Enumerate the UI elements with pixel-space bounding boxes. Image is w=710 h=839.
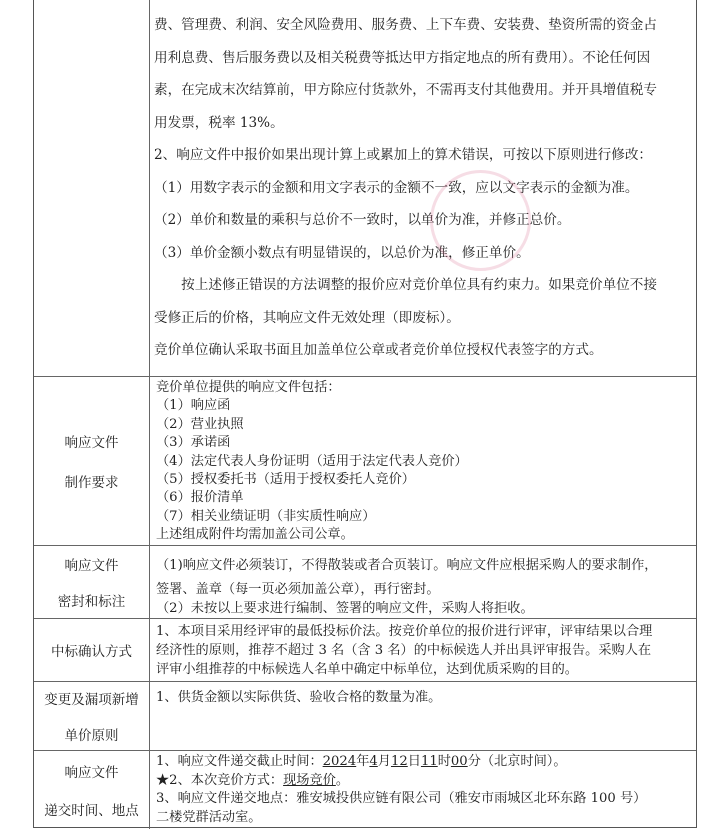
method-value: 现场竞价 [283, 772, 336, 788]
text-line: 按上述修正错误的方法调整的报价应对竞价单位具有约束力。如果竞价单位不接 [154, 277, 657, 293]
deadline-month: 4 [369, 754, 378, 769]
punct: 。 [335, 772, 350, 788]
text-line: 评审小组推荐的中标候选人名单中确定中标单位，达到优质采购的目的。 [156, 662, 578, 677]
text-line: 1、本项目采用经评审的最低投标价法。按竞价单位的报价进行评审，评审结果以合理 [156, 624, 653, 639]
row-label: 制作要求 [64, 475, 119, 491]
row-label: 密封和标注 [57, 594, 126, 610]
row-label [34, 0, 150, 376]
unit: 年 [356, 754, 370, 769]
row-label: 中标确认方式 [51, 644, 132, 660]
unit: 时 [437, 754, 451, 769]
text-line: 上述组成附件均需加盖公司公章。 [156, 527, 354, 543]
unit: 日 [407, 754, 421, 769]
unit: 月 [377, 754, 391, 769]
text-line: （1）用数字表示的金额和用文字表示的金额不一致，应以文字表示的金额为准。 [154, 179, 639, 196]
text-line: （1)响应文件必须装订，不得散装或者合页装订。响应文件应根据采购人的要求制作， [156, 558, 658, 573]
row-award-method [34, 619, 696, 682]
deadline-line [156, 753, 690, 772]
text-line: （2）未按以上要求进行编制、签署的响应文件，采购人将拒收。 [156, 601, 534, 616]
text-line: （2）营业执照 [156, 416, 244, 432]
row-label: 响应文件 [64, 558, 119, 574]
row-change-principle [34, 682, 696, 751]
text-line: （4）法定代表人身份证明（适用于法定代表人竞价） [156, 453, 468, 469]
text-line: 1、供货金额以实际供货、验收合格的数量为准。 [156, 690, 442, 705]
row-document-preparation [34, 377, 696, 546]
text-line: （3）单价金额小数点有明显错误的，以总价为准，修正单价。 [154, 244, 530, 261]
text-line: 素，在完成末次结算前，甲方除应付货款外，不需再支付其他费用。并开具增值税专 [154, 82, 657, 98]
text-line: 费、管理费、利润、安全风险费用、服务费、上下车费、安装费、垫资所需的资金占 [154, 17, 657, 33]
text-line: 3、响应文件递交地点：雅安城投供应链有限公司（雅安市雨城区北环东路 100 号） [156, 791, 647, 806]
row-label: 递交时间、地点 [44, 803, 139, 819]
deadline-day: 12 [390, 754, 408, 769]
row-pricing [34, 0, 696, 377]
text-line: （6）报价清单 [156, 490, 244, 506]
text-line: （1）响应函 [156, 398, 231, 414]
requirements-table [33, 0, 697, 828]
method-line [156, 772, 690, 791]
text-line: 二楼党群活动室。 [156, 809, 262, 825]
row-label: 单价原则 [64, 728, 119, 744]
row-label: 响应文件 [64, 435, 119, 451]
unit: 分（北京时间）。 [467, 754, 567, 769]
deadline-hour: 11 [420, 754, 438, 769]
deadline-year: 2024 [322, 754, 357, 769]
row-sealing [34, 546, 696, 619]
deadline-label: 1、响应文件递交截止时间： [156, 754, 323, 769]
text-line: 用发票，税率 13%。 [154, 114, 284, 131]
row-label: 变更及漏项新增 [44, 692, 139, 708]
text-line: 签署、盖章（每一页必须加盖公章），再行密封。 [156, 582, 440, 597]
text-line: 竞价单位提供的响应文件包括： [156, 380, 341, 395]
text-line: （2）单价和数量的乘积与总价不一致时，以单价为准，并修正总价。 [154, 212, 571, 228]
text-line: （3）承诺函 [156, 435, 231, 451]
text-line: 经济性的原则，推荐不超过 3 名（含 3 名）的中标候选人并出具评审报告。采购人在 [156, 643, 652, 658]
row-label: 响应文件 [64, 765, 119, 781]
text-line: 受修正后的价格，其响应文件无效处理（即废标）。 [154, 309, 460, 326]
method-label: ★2、本次竞价方式： [156, 772, 284, 788]
text-line: （5）授权委托书（适用于授权委托人竞价） [156, 472, 415, 488]
text-line: 竞价单位确认采取书面且加盖单位公章或者竞价单位授权代表签字的方式。 [154, 342, 603, 358]
text-line: 2、响应文件中报价如果出现计算上或累加上的算术错误，可按以下原则进行修改： [154, 147, 653, 163]
text-line: （7）相关业绩证明（非实质性响应） [156, 508, 376, 524]
row-submission [34, 751, 696, 829]
deadline-minute: 00 [450, 754, 468, 769]
text-line: 用利息费、售后服务费以及相关税费等抵达甲方指定地点的所有费用）。不论任何因 [154, 49, 651, 66]
